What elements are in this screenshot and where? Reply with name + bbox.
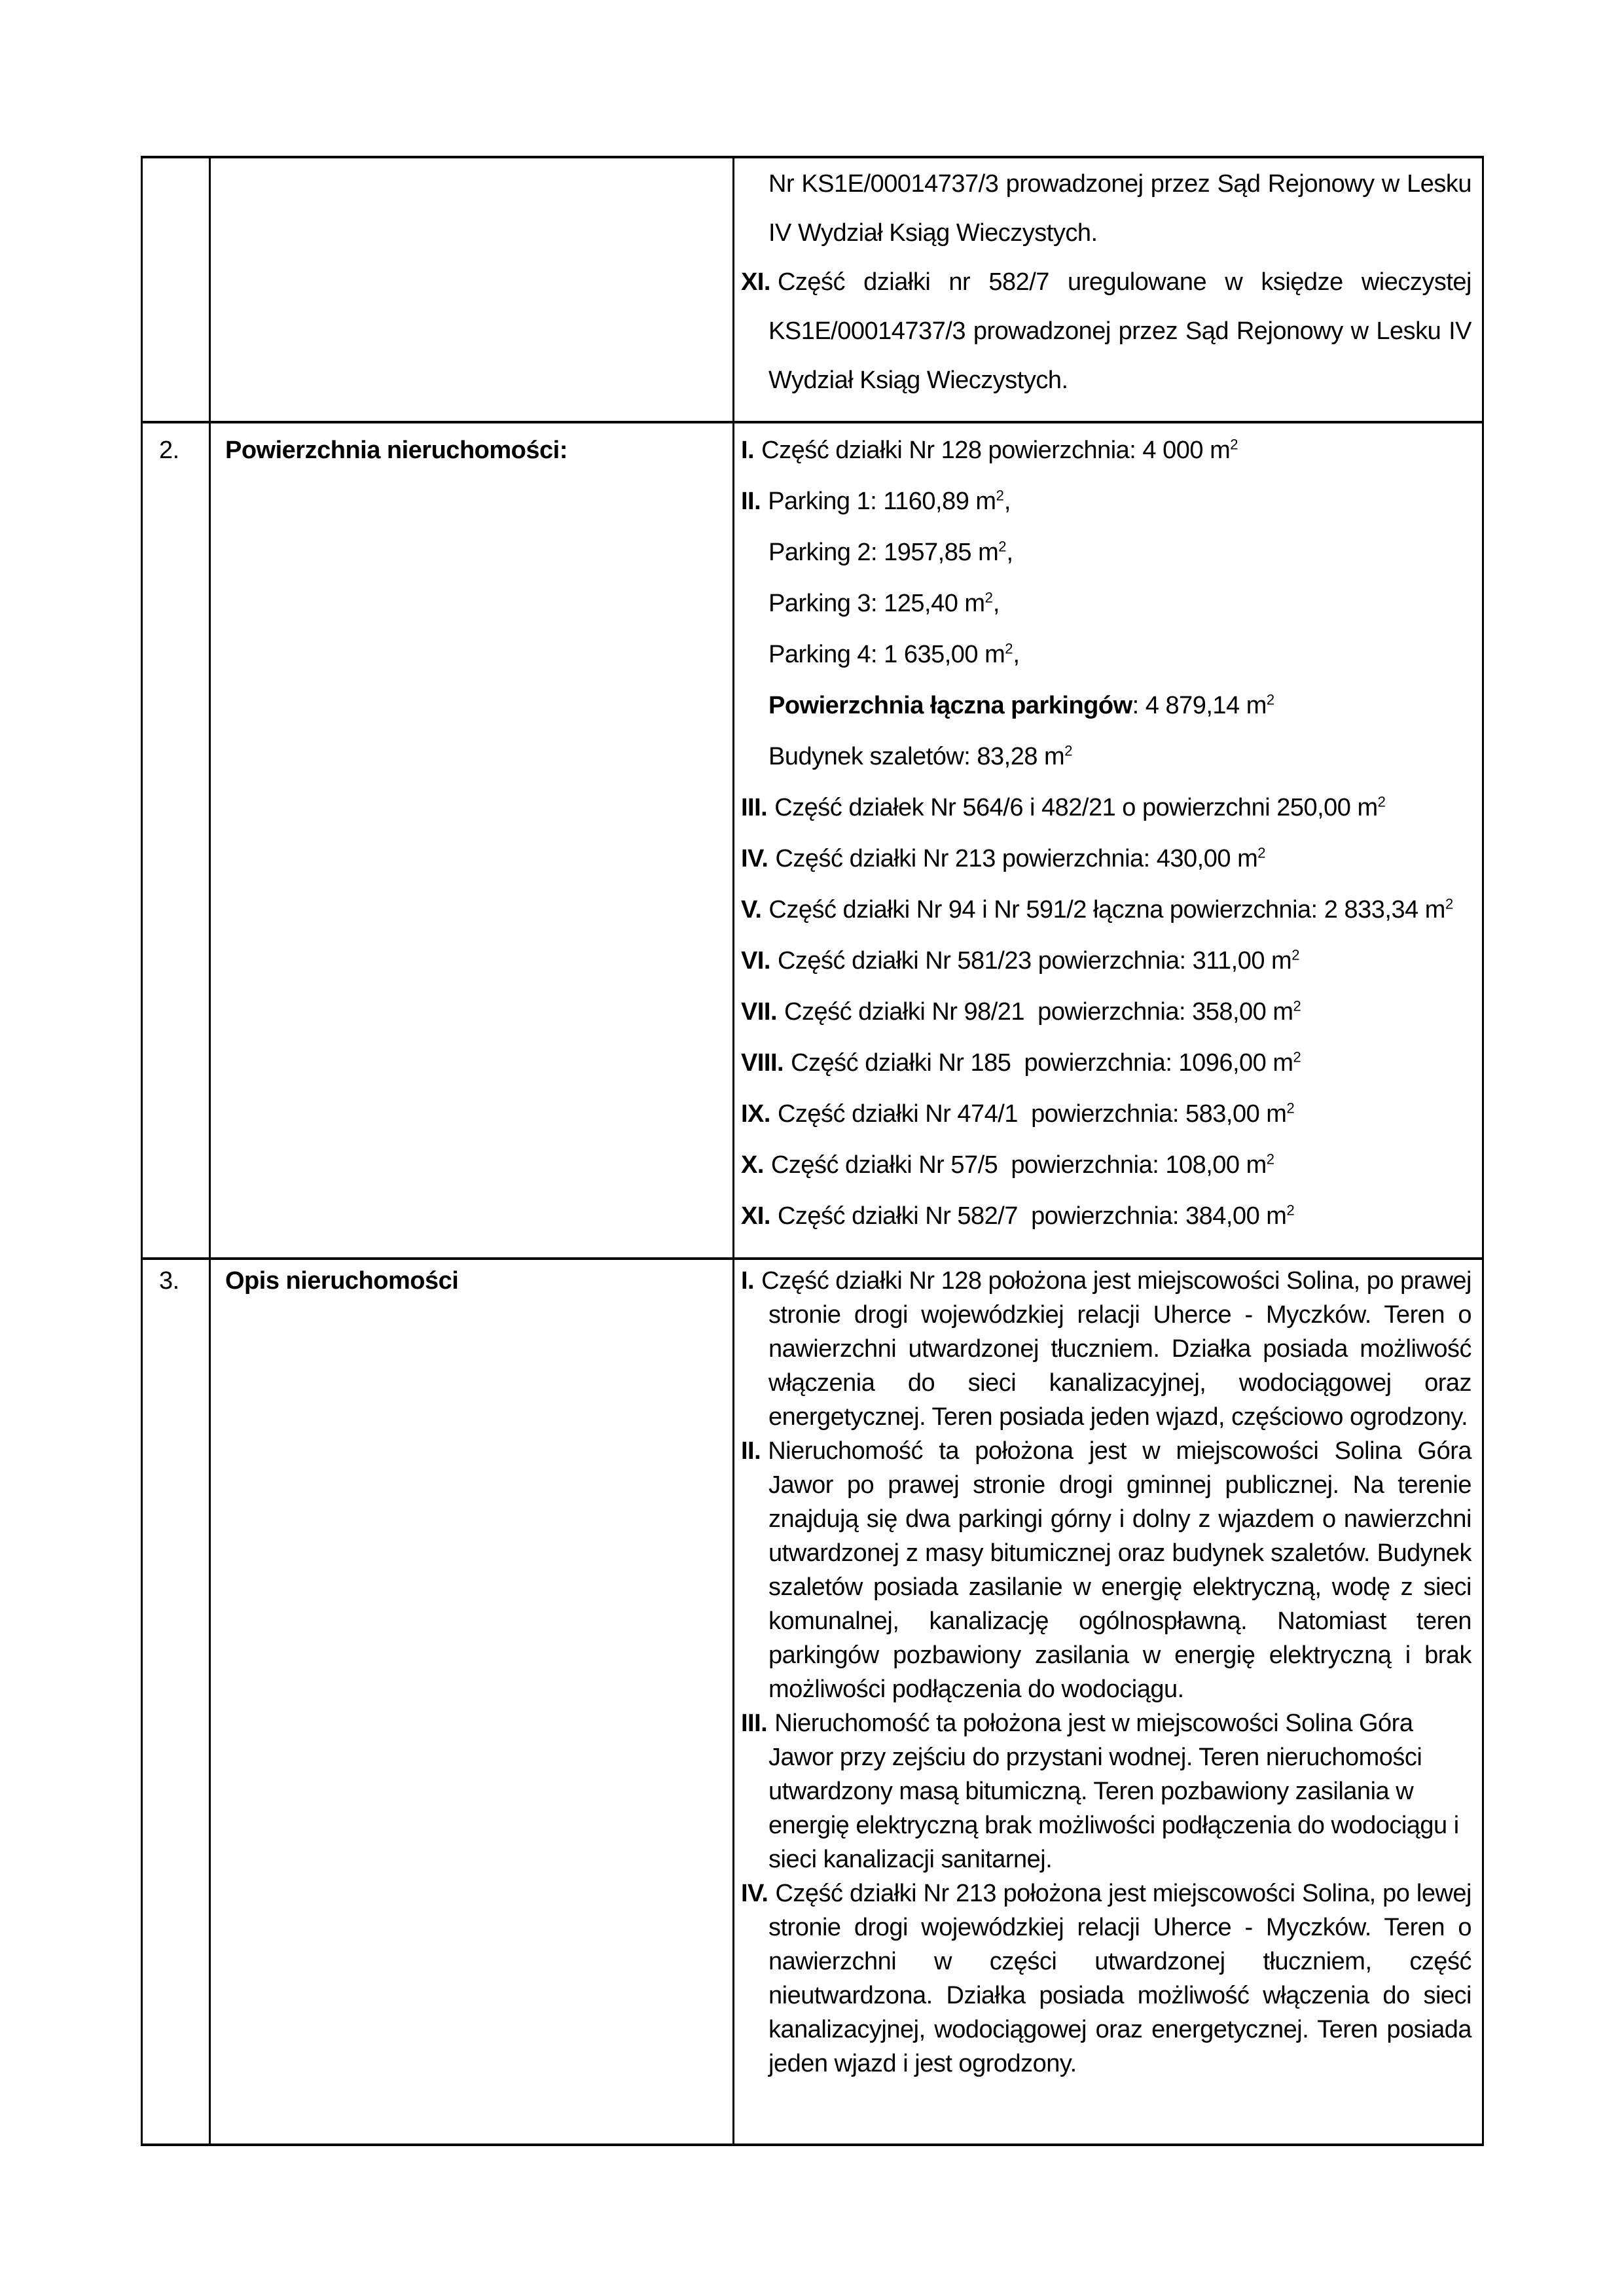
item-tail: ,	[1006, 539, 1013, 566]
item-text: : 4 879,14 m	[1132, 692, 1267, 719]
superscript: 2	[1266, 691, 1275, 708]
area-item	[741, 425, 1471, 476]
item-text: Część działki Nr 98/21 powierzchnia: 358,00 m	[784, 998, 1293, 1026]
item-numeral: IV.	[741, 845, 768, 872]
superscript: 2	[984, 589, 993, 606]
paragraph-text: Nieruchomość ta położona jest w miejscowości Solina Góra Jawor przy zejściu do przystani wodnej. Teren nieruchomości utwardzony masą bitumiczną. Teren pozbawiony zasilania w energię elektryczną brak możliwości podłączenia do wodociągu i sieci kanalizacji sanitarnej.	[768, 1710, 1459, 1873]
row-content-cell	[734, 423, 1482, 1257]
item-text: Część działek Nr 564/6 i 482/21 o powierzchni 250,00 m	[774, 794, 1378, 821]
area-subitem	[741, 578, 1471, 629]
area-item	[741, 1139, 1471, 1191]
item-tail: ,	[992, 590, 1000, 617]
superscript: 2	[1293, 997, 1301, 1014]
row-label: Powierzchnia nieruchomości:	[225, 437, 568, 464]
list-paragraph	[741, 258, 1471, 405]
table-row-description	[143, 1257, 1482, 2144]
superscript: 2	[1291, 946, 1300, 963]
area-item	[741, 986, 1471, 1037]
continuation-paragraph	[741, 160, 1471, 258]
area-item	[741, 833, 1471, 884]
area-item	[741, 476, 1471, 527]
item-text: Parking 3: 125,40 m	[768, 590, 985, 617]
superscript: 2	[998, 538, 1007, 555]
row-number: 2.	[159, 437, 179, 464]
item-text: Część działki Nr 94 i Nr 591/2 łączna powierzchnia: 2 833,34 m	[768, 896, 1445, 924]
item-text: Budynek szaletów: 83,28 m	[768, 743, 1065, 770]
superscript: 2	[996, 487, 1004, 504]
superscript: 2	[1230, 436, 1238, 453]
item-text: Część działki Nr 581/23 powierzchnia: 311,00 m	[777, 947, 1292, 975]
superscript: 2	[1257, 844, 1266, 861]
item-numeral: X.	[741, 1151, 764, 1179]
item-numeral: III.	[741, 1710, 768, 1737]
paragraph-text: Część działki nr 582/7 uregulowane w księdze wieczystej KS1E/00014737/3 prowadzonej przez Sąd Rejonowy w Lesku IV Wydział Ksiąg Wieczystych.	[768, 268, 1471, 394]
description-paragraph	[741, 1434, 1471, 1706]
item-numeral: IX.	[741, 1100, 770, 1128]
description-paragraph	[741, 1264, 1471, 1434]
item-numeral: I.	[741, 1267, 755, 1295]
paragraph-text: Część działki Nr 128 położona jest miejscowości Solina, po prawej stronie drogi wojewódzkiej relacji Uherce - Myczków. Teren o nawierzchni utwardzonej tłuczniem. Działka posiada możliwość włączenia do sieci kanalizacyjnej, wodociągowej oraz energetycznej. Teren posiada jeden wjazd, częściowo ogrodzony.	[761, 1267, 1471, 1431]
area-subitem	[741, 629, 1471, 680]
area-item	[741, 1088, 1471, 1139]
item-numeral: VIII.	[741, 1049, 784, 1077]
property-details-table	[141, 156, 1484, 2146]
item-text: Część działki Nr 582/7 powierzchnia: 384,00 m	[777, 1202, 1287, 1230]
area-subitem	[741, 527, 1471, 578]
superscript: 2	[1445, 895, 1454, 912]
row-number-cell	[143, 1260, 211, 2144]
row-content-cell	[734, 1260, 1482, 2144]
row-label-cell	[211, 158, 734, 421]
row-label: Opis nieruchomości	[225, 1267, 459, 1295]
description-paragraph	[741, 1876, 1471, 2081]
superscript: 2	[1293, 1049, 1301, 1066]
area-item	[741, 884, 1471, 935]
description-paragraph	[741, 1706, 1471, 1876]
item-numeral: II.	[741, 488, 761, 515]
row-number-cell	[143, 158, 211, 421]
table-row-area	[143, 421, 1482, 1257]
paragraph-text: Część działki Nr 213 położona jest miejscowości Solina, po lewej stronie drogi wojewódzkiej relacji Uherce - Myczków. Teren o nawierzchni w części utwardzonej tłuczniem, część nieutwardzona. Działka posiada możliwość włączenia do sieci kanalizacyjnej, wodociągowej oraz energetycznej. Teren posiada jeden wjazd i jest ogrodzony.	[768, 1880, 1471, 2077]
item-numeral: V.	[741, 896, 762, 924]
item-bold-text: Powierzchnia łączna parkingów	[768, 692, 1132, 719]
item-numeral: III.	[741, 794, 768, 821]
item-numeral: VI.	[741, 947, 770, 975]
area-item	[741, 1191, 1471, 1242]
row-number-cell	[143, 423, 211, 1257]
row-label-cell	[211, 423, 734, 1257]
superscript: 2	[1286, 1202, 1295, 1219]
item-numeral: XI.	[741, 268, 770, 296]
item-text: Część działki Nr 474/1 powierzchnia: 583,00 m	[777, 1100, 1287, 1128]
area-item	[741, 935, 1471, 986]
item-text: Część działki Nr 128 powierzchnia: 4 000 m	[761, 437, 1231, 464]
item-text: Część działki Nr 185 powierzchnia: 1096,00 m	[791, 1049, 1293, 1077]
item-text: Parking 1: 1160,89 m	[768, 488, 996, 515]
item-text: Parking 4: 1 635,00 m	[768, 641, 1005, 668]
paragraph-text: Nr KS1E/00014737/3 prowadzonej przez Sąd Rejonowy w Lesku IV Wydział Ksiąg Wieczystych.	[768, 170, 1471, 247]
area-item	[741, 782, 1471, 833]
item-numeral: VII.	[741, 998, 778, 1026]
superscript: 2	[1064, 742, 1073, 759]
superscript: 2	[1286, 1100, 1295, 1117]
item-numeral: II.	[741, 1437, 761, 1465]
area-item	[741, 1037, 1471, 1088]
item-numeral: I.	[741, 437, 755, 464]
item-tail: ,	[1003, 488, 1011, 515]
row-number: 3.	[159, 1267, 179, 1295]
item-text: Część działki Nr 57/5 powierzchnia: 108,00 m	[770, 1151, 1267, 1179]
item-numeral: XI.	[741, 1202, 770, 1230]
superscript: 2	[1377, 793, 1386, 810]
item-text: Parking 2: 1957,85 m	[768, 539, 999, 566]
superscript: 2	[1266, 1151, 1275, 1168]
row-label-cell	[211, 1260, 734, 2144]
item-text: Część działki Nr 213 powierzchnia: 430,00 m	[775, 845, 1258, 872]
item-tail: ,	[1013, 641, 1020, 668]
area-subitem	[741, 731, 1471, 782]
superscript: 2	[1005, 640, 1013, 657]
row-content-cell	[734, 158, 1482, 421]
paragraph-text: Nieruchomość ta położona jest w miejscowości Solina Góra Jawor po prawej stronie drogi gminnej publicznej. Na terenie znajdują się dwa parkingi górny i dolny z wjazdem o nawierzchni utwardzonej z masy bitumicznej oraz budynek szaletów. Budynek szaletów posiada zasilanie w energię elektryczną, wodę z sieci komunalnej, kanalizację ogólnospławną. Natomiast teren parkingów pozbawiony zasilania w energię elektryczną i brak możliwości podłączenia do wodociągu.	[768, 1437, 1471, 1703]
table-row-continuation	[143, 158, 1482, 421]
area-subitem-total	[741, 680, 1471, 731]
item-numeral: IV.	[741, 1880, 768, 1907]
